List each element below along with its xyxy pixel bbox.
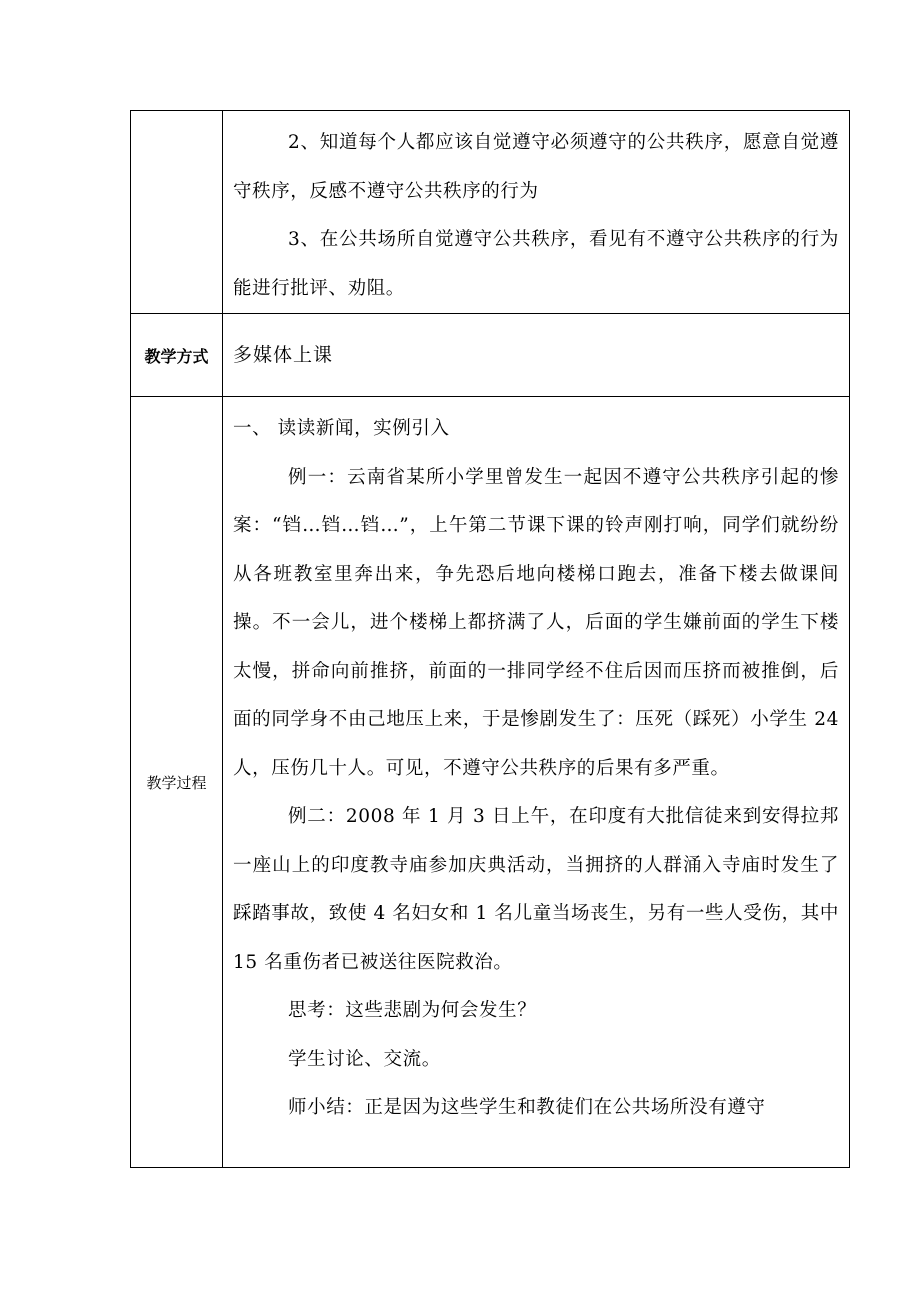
process-example-1: 例一：云南省某所小学里曾发生一起因不遵守公共秩序引起的惨案：“铛…铛…铛…”，上午第二节课下课的铃声刚打响，同学们就纷纷从各班教室里奔出来，争先恐后地向楼梯口跑去，准备下楼去做课间操。不一会儿，进个楼梯上都挤满了人，后面的学生嫌前面的学生下楼太慢，拼命向前推挤，前面的一排同学经不住后因而压挤而被推倒，后面的同学身不由己地压上来，于是惨剧发生了：压死（踩死）小学生 24 人，压伤几十人。可见，不遵守公共秩序的后果有多严重。 (233, 466, 839, 779)
method-content-cell (223, 314, 850, 397)
process-label-cell (131, 397, 223, 1168)
process-example-2: 例二：2008 年 1 月 3 日上午，在印度有大批信徒来到安得拉邦一座山上的印度教寺庙参加庆典活动，当拥挤的人群涌入寺庙时发生了踩踏事故，致使 4 名妇女和 1 名儿童当场丧生，另有一些人受伤，其中 15 名重伤者已被送往医院救治。 (233, 806, 839, 973)
objectives-row (131, 111, 850, 314)
process-summary: 师小结：正是因为这些学生和教徒们在公共场所没有遵守 (288, 1097, 766, 1118)
method-label-cell (131, 314, 223, 397)
method-value: 多媒体上课 (233, 344, 334, 366)
process-think: 思考：这些悲剧为何会发生？ (288, 1000, 537, 1021)
process-heading: 一、 读读新闻，实例引入 (233, 418, 450, 439)
process-label: 教学过程 (146, 773, 207, 792)
method-row (131, 314, 850, 397)
method-label: 教学方式 (144, 346, 209, 366)
process-content-cell (223, 397, 850, 1168)
process-row (131, 397, 850, 1168)
objectives-content-cell (223, 111, 850, 314)
objective-item-2: 2、知道每个人都应该自觉遵守必须遵守的公共秩序，愿意自觉遵守秩序，反感不遵守公共秩序的行为 (233, 132, 839, 202)
lesson-plan-table (130, 110, 850, 1168)
process-discuss: 学生讨论、交流。 (288, 1048, 441, 1070)
objective-item-3: 3、在公共场所自觉遵守公共秩序，看见有不遵守公共秩序的行为能进行批评、劝阻。 (233, 229, 839, 299)
objectives-label-cell (131, 111, 223, 314)
